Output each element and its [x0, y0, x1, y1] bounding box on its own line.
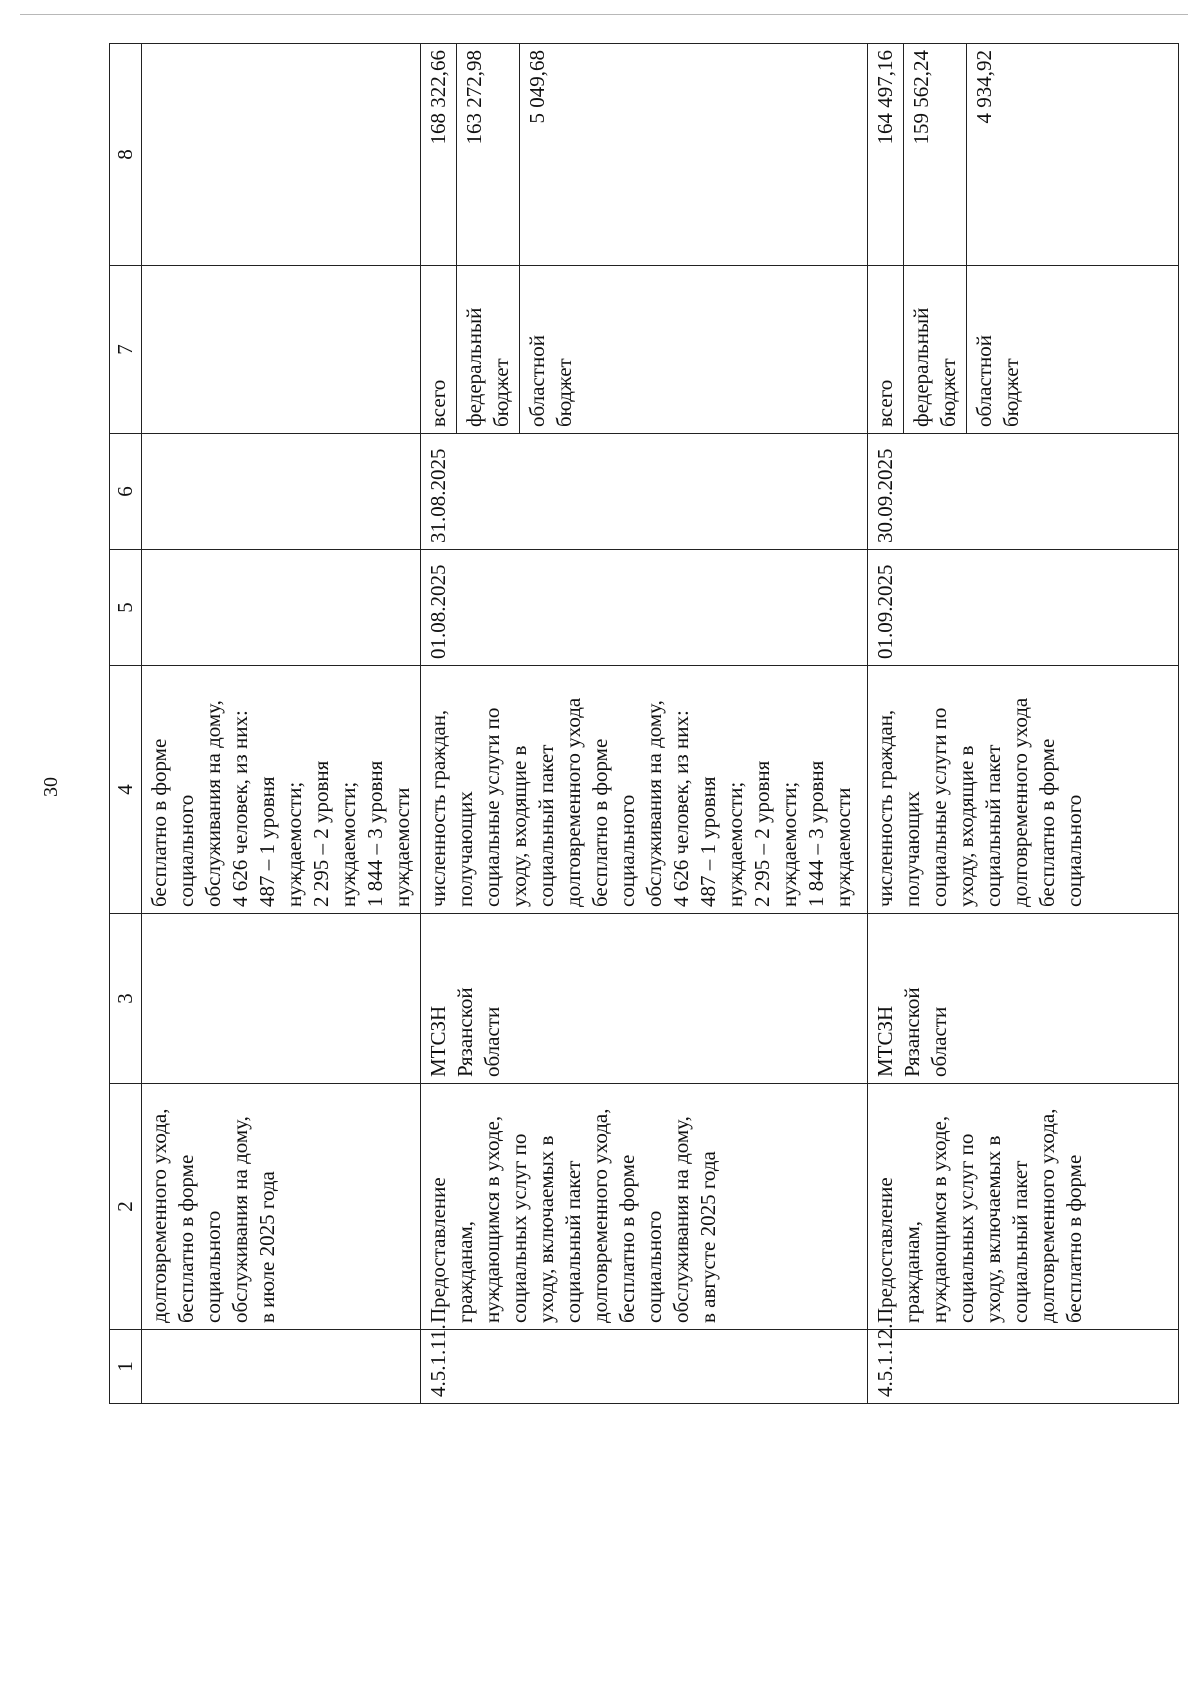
- col-header-8: 8: [110, 44, 142, 266]
- indicator-line: бесплатно в форме: [147, 738, 171, 907]
- program-table: [109, 43, 1179, 1404]
- indicator-line: уходу, входящие в: [507, 745, 531, 907]
- event-description: [421, 1084, 868, 1330]
- indicator-line: бесплатно в форме: [1035, 738, 1059, 907]
- indicator-line: обслуживания на дому,: [201, 700, 225, 907]
- funding-source-line: федеральный: [909, 307, 933, 427]
- indicator-line: нуждаемости;: [336, 781, 360, 907]
- indicator-line: 4 626 человек, из них:: [669, 710, 693, 907]
- funding-source: [868, 266, 904, 434]
- indicator-line: обслуживания на дому,: [642, 700, 666, 907]
- funding-amount: 4 934,92: [967, 44, 1179, 266]
- event-description-line: обслуживания на дому,: [669, 1116, 693, 1323]
- item-number: 4.5.1.12.: [868, 1330, 1179, 1404]
- funding-amount: 5 049,68: [520, 44, 868, 266]
- event-description-line: бесплатно в форме: [615, 1154, 639, 1323]
- event-description-line: Предоставление: [426, 1177, 450, 1323]
- rotated-table-container: [109, 44, 1086, 1404]
- funding-amount: 163 272,98: [457, 44, 520, 266]
- executor: [142, 914, 421, 1084]
- executor-line: МТСЗН Рязанской: [873, 987, 924, 1077]
- indicator-line: получающих: [900, 791, 924, 907]
- indicator-line: бесплатно в форме: [588, 738, 612, 907]
- indicator-line: нуждаемости: [831, 787, 855, 907]
- indicator-line: нуждаемости: [390, 787, 414, 907]
- col-header-6: 6: [110, 434, 142, 550]
- funding-source-line: бюджет: [999, 358, 1023, 427]
- indicator-line: получающих: [453, 791, 477, 907]
- event-description-line: в июле 2025 года: [255, 1171, 279, 1323]
- funding-source: [142, 266, 421, 434]
- indicator: [421, 666, 868, 914]
- indicator-line: долговременного ухода: [561, 697, 585, 907]
- event-description: [142, 1084, 421, 1330]
- event-description-line: гражданам,: [900, 1220, 924, 1323]
- indicator-line: нуждаемости;: [723, 781, 747, 907]
- executor: [421, 914, 868, 1084]
- col-header-7: 7: [110, 266, 142, 434]
- end-date: 31.08.2025: [421, 434, 868, 550]
- funding-amount: 159 562,24: [904, 44, 967, 266]
- event-description-line: нуждающимся в уходе,: [927, 1115, 951, 1323]
- end-date: [142, 434, 421, 550]
- start-date: 01.09.2025: [868, 550, 1179, 666]
- funding-source: [457, 266, 520, 434]
- scan-edge: [20, 14, 1188, 15]
- event-description-line: уходу, включаемых в: [534, 1135, 558, 1323]
- funding-source-line: бюджет: [936, 358, 960, 427]
- indicator: [868, 666, 1179, 914]
- event-description-line: долговременного ухода,: [147, 1108, 171, 1323]
- indicator-line: социальный пакет: [534, 744, 558, 907]
- executor-line: МТСЗН Рязанской: [426, 987, 477, 1077]
- executor-line: области: [927, 1006, 951, 1077]
- col-header-4: 4: [110, 666, 142, 914]
- funding-source-line: всего: [873, 379, 897, 427]
- event-description-line: гражданам,: [453, 1220, 477, 1323]
- funding-source: [520, 266, 868, 434]
- indicator-line: 4 626 человек, из них:: [228, 710, 252, 907]
- indicator-line: численность граждан,: [426, 709, 450, 907]
- event-description-line: социальных услуг по: [507, 1133, 531, 1323]
- indicator: [142, 666, 421, 914]
- event-description-line: нуждающимся в уходе,: [480, 1115, 504, 1323]
- funding-source: [421, 266, 457, 434]
- funding-source-line: областной: [972, 335, 996, 427]
- event-description-line: в августе 2025 года: [696, 1151, 720, 1323]
- page-number: 30: [40, 777, 62, 797]
- event-description-line: социальный пакет: [561, 1160, 585, 1323]
- funding-amount: 164 497,16: [868, 44, 904, 266]
- indicator-line: 2 295 – 2 уровня: [309, 760, 333, 907]
- funding-source-line: бюджет: [552, 358, 576, 427]
- table-row: [868, 44, 904, 1404]
- indicator-line: уходу, входящие в: [954, 745, 978, 907]
- funding-source-line: федеральный: [462, 307, 486, 427]
- event-description-line: социальных услуг по: [954, 1133, 978, 1323]
- item-number: 4.5.1.11.: [421, 1330, 868, 1404]
- event-description-line: социального: [201, 1210, 225, 1323]
- start-date: 01.08.2025: [421, 550, 868, 666]
- header-row: [110, 44, 142, 1404]
- funding-amount: 168 322,66: [421, 44, 457, 266]
- indicator-line: 1 844 – 3 уровня: [804, 760, 828, 907]
- event-description-line: социального: [642, 1210, 666, 1323]
- executor: [868, 914, 1179, 1084]
- indicator-line: социального: [1062, 794, 1086, 907]
- end-date: 30.09.2025: [868, 434, 1179, 550]
- indicator-line: 487 – 1 уровня: [696, 776, 720, 907]
- event-description-line: долговременного ухода,: [1035, 1108, 1059, 1323]
- col-header-3: 3: [110, 914, 142, 1084]
- indicator-line: социального: [174, 794, 198, 907]
- funding-source-line: бюджет: [489, 358, 513, 427]
- table-row: [421, 44, 457, 1404]
- funding-amount: [142, 44, 421, 266]
- executor-line: области: [480, 1006, 504, 1077]
- col-header-5: 5: [110, 550, 142, 666]
- indicator-line: социальные услуги по: [480, 707, 504, 907]
- event-description-line: обслуживания на дому,: [228, 1116, 252, 1323]
- event-description-line: уходу, включаемых в: [981, 1135, 1005, 1323]
- indicator-line: 487 – 1 уровня: [255, 776, 279, 907]
- indicator-line: численность граждан,: [873, 709, 897, 907]
- col-header-1: 1: [110, 1330, 142, 1404]
- event-description: [868, 1084, 1179, 1330]
- table-body: [110, 44, 1179, 1404]
- indicator-line: долговременного ухода: [1008, 697, 1032, 907]
- event-description-line: бесплатно в форме: [174, 1154, 198, 1323]
- funding-source-line: всего: [426, 379, 450, 427]
- indicator-line: социальный пакет: [981, 744, 1005, 907]
- indicator-line: 2 295 – 2 уровня: [750, 760, 774, 907]
- indicator-line: нуждаемости;: [282, 781, 306, 907]
- event-description-line: социальный пакет: [1008, 1160, 1032, 1323]
- indicator-line: 1 844 – 3 уровня: [363, 760, 387, 907]
- funding-source: [904, 266, 967, 434]
- funding-source: [967, 266, 1179, 434]
- funding-source-line: областной: [525, 335, 549, 427]
- start-date: [142, 550, 421, 666]
- event-description-line: Предоставление: [873, 1177, 897, 1323]
- table-row: [142, 44, 421, 1404]
- indicator-line: социального: [615, 794, 639, 907]
- col-header-2: 2: [110, 1084, 142, 1330]
- item-number: [142, 1330, 421, 1404]
- indicator-line: социальные услуги по: [927, 707, 951, 907]
- event-description-line: долговременного ухода,: [588, 1108, 612, 1323]
- indicator-line: нуждаемости;: [777, 781, 801, 907]
- event-description-line: бесплатно в форме: [1062, 1154, 1086, 1323]
